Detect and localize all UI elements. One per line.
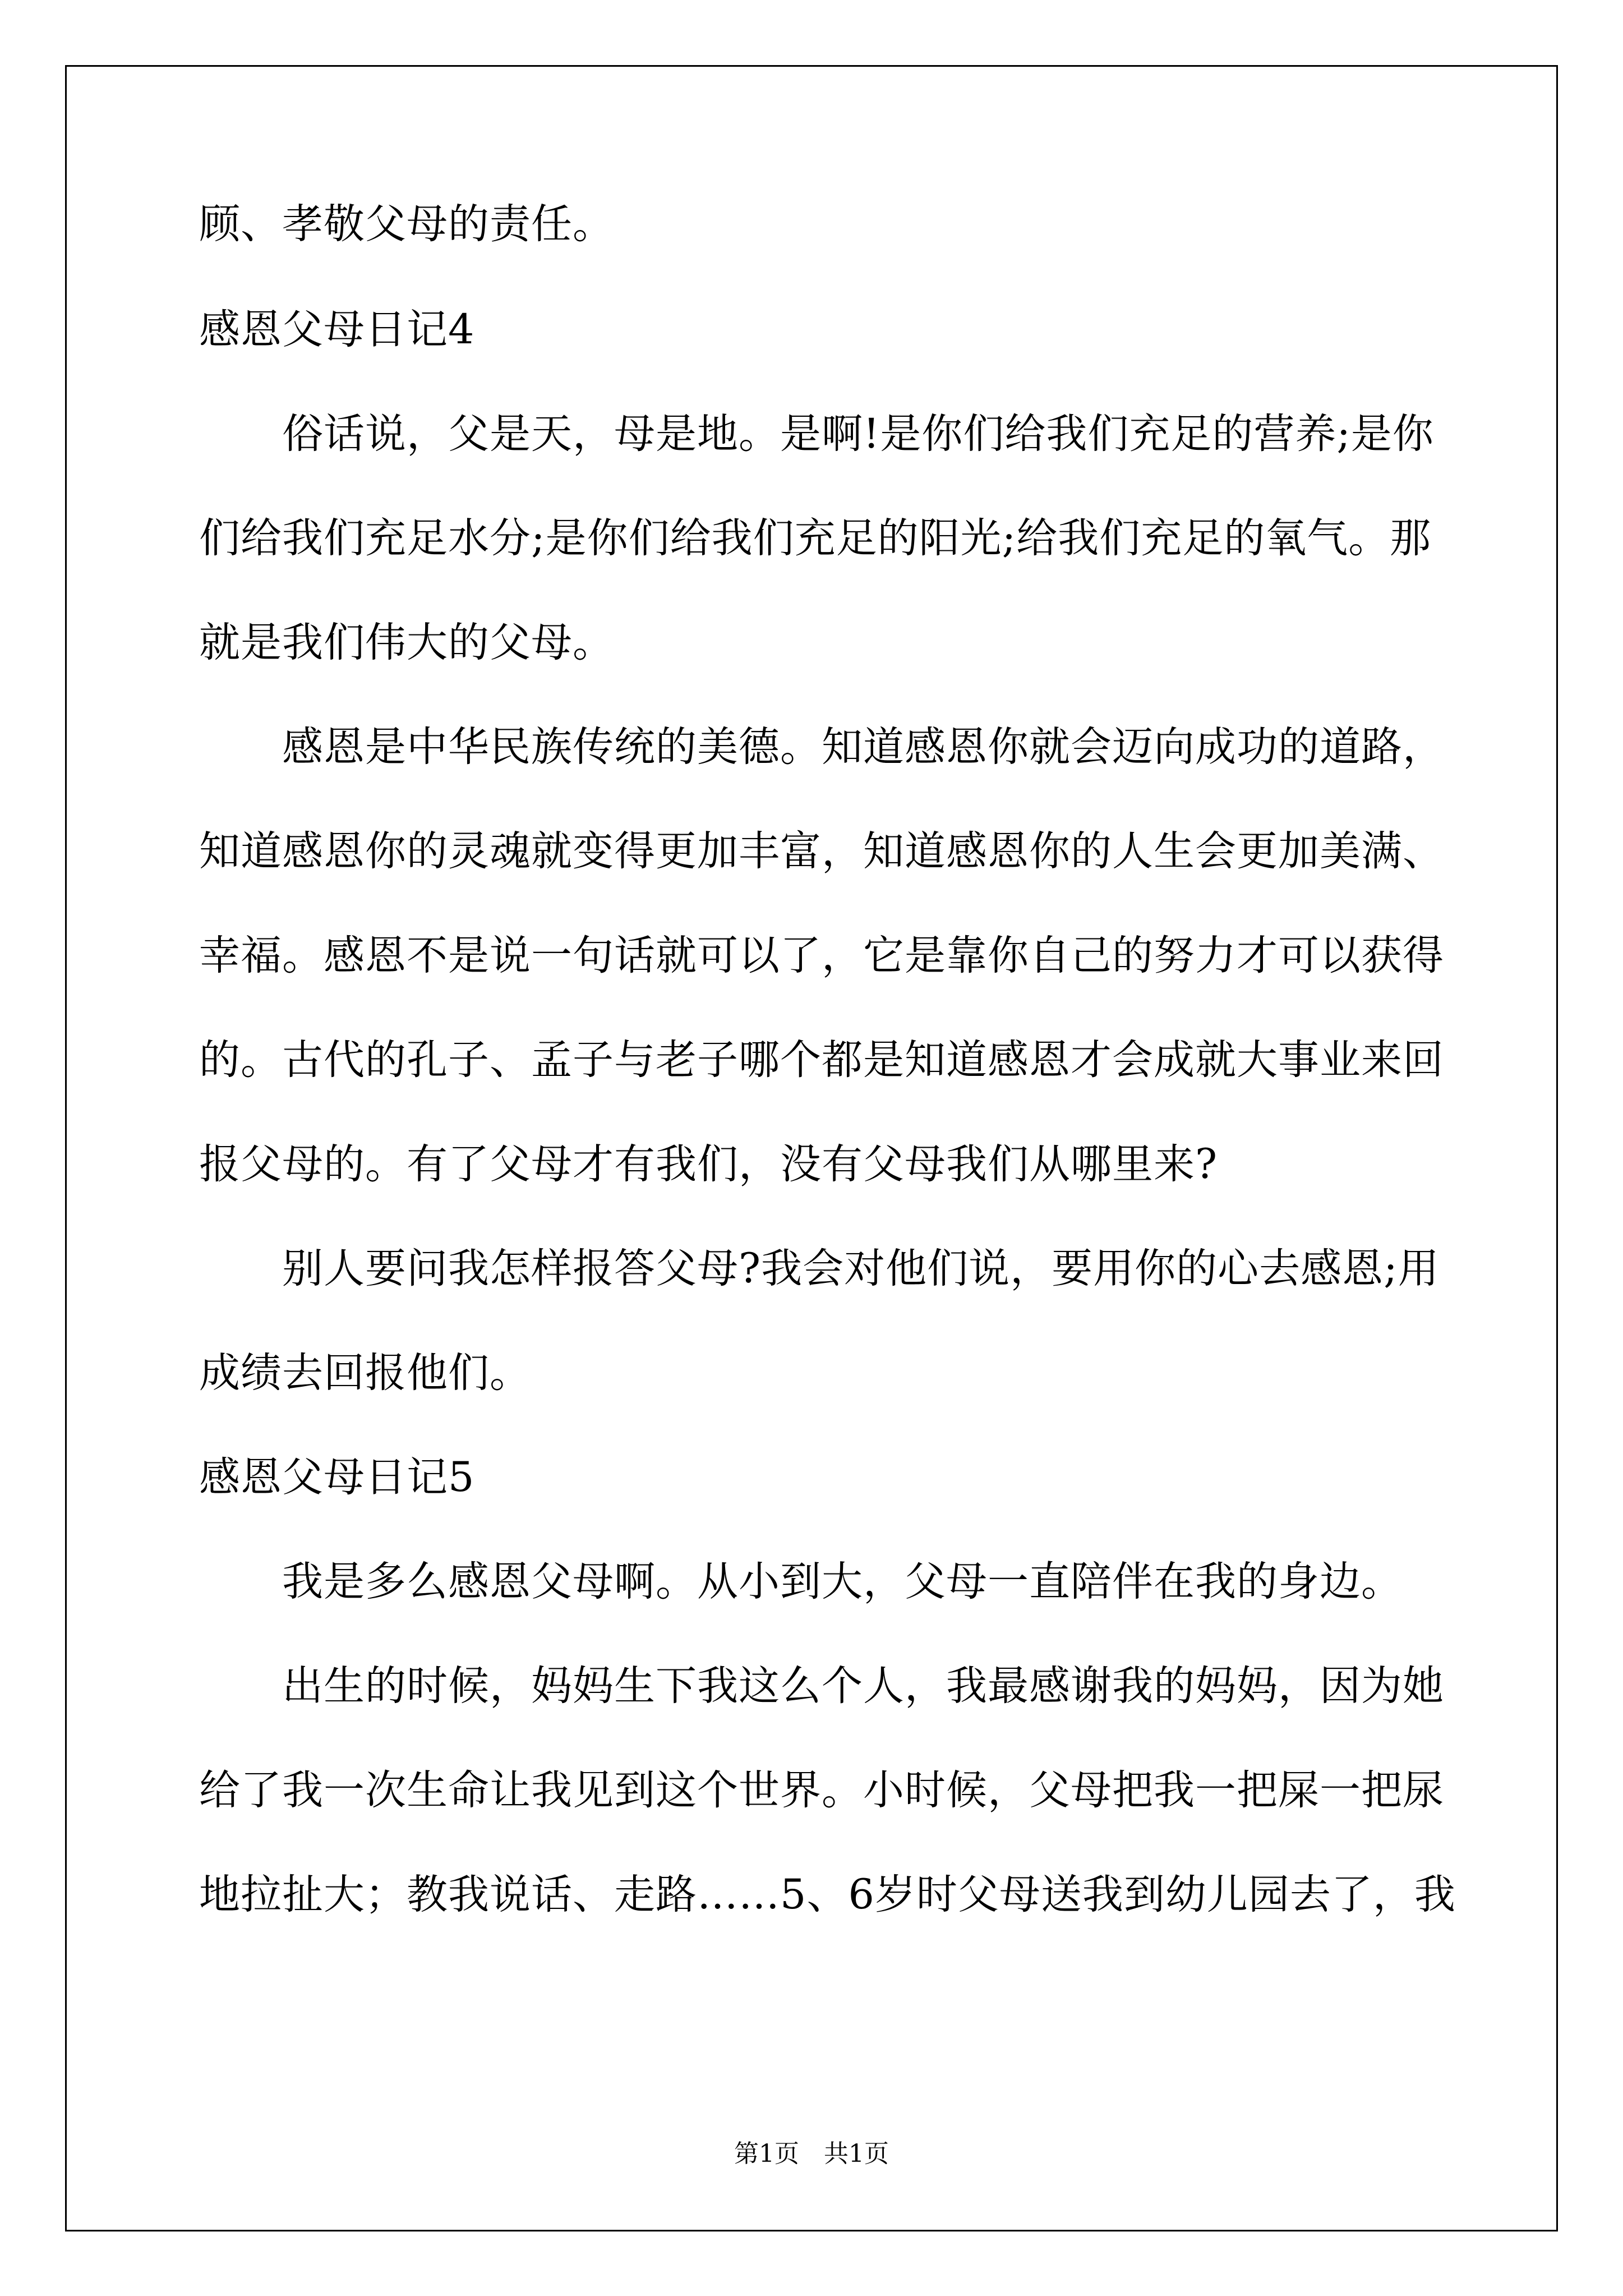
text-line: 感恩是中华民族传统的美德。知道感恩你就会迈向成功的道路， <box>199 723 1444 771</box>
text-line: 幸福。感恩不是说一句话就可以了，它是靠你自己的努力才可以获得 <box>199 932 1444 979</box>
text-line: 出生的时候，妈妈生下我这么个人，我最感谢我的妈妈，因为她 <box>199 1662 1444 1710</box>
page-footer: 第1页 共1页 <box>734 2139 889 2168</box>
text-line: 报父母的。有了父母才有我们，没有父母我们从哪里来? <box>199 1140 1218 1188</box>
text-line: 地拉扯大；教我说话、走路……5、6岁时父母送我到幼儿园去了，我 <box>199 1871 1456 1918</box>
text-line: 们给我们充足水分;是你们给我们充足的阳光;给我们充足的氧气。那 <box>199 514 1432 562</box>
text-line: 知道感恩你的灵魂就变得更加丰富，知道感恩你的人生会更加美满、 <box>199 827 1444 875</box>
text-line: 我是多么感恩父母啊。从小到大，父母一直陪伴在我的身边。 <box>199 1558 1403 1605</box>
text-line: 成绩去回报他们。 <box>199 1349 531 1397</box>
text-line: 俗话说，父是天，母是地。是啊!是你们给我们充足的营养;是你 <box>199 410 1434 458</box>
section-heading: 感恩父母日记4 <box>199 306 475 353</box>
text-line: 的。古代的孔子、孟子与老子哪个都是知道感恩才会成就大事业来回 <box>199 1036 1444 1084</box>
text-line: 别人要问我怎样报答父母?我会对他们说，要用你的心去感恩;用 <box>199 1245 1440 1292</box>
text-line: 就是我们伟大的父母。 <box>199 619 614 666</box>
section-heading: 感恩父母日记5 <box>199 1453 475 1501</box>
text-line: 给了我一次生命让我见到这个世界。小时候，父母把我一把屎一把尿 <box>199 1766 1444 1814</box>
text-line: 顾、孝敬父母的责任。 <box>199 200 614 248</box>
